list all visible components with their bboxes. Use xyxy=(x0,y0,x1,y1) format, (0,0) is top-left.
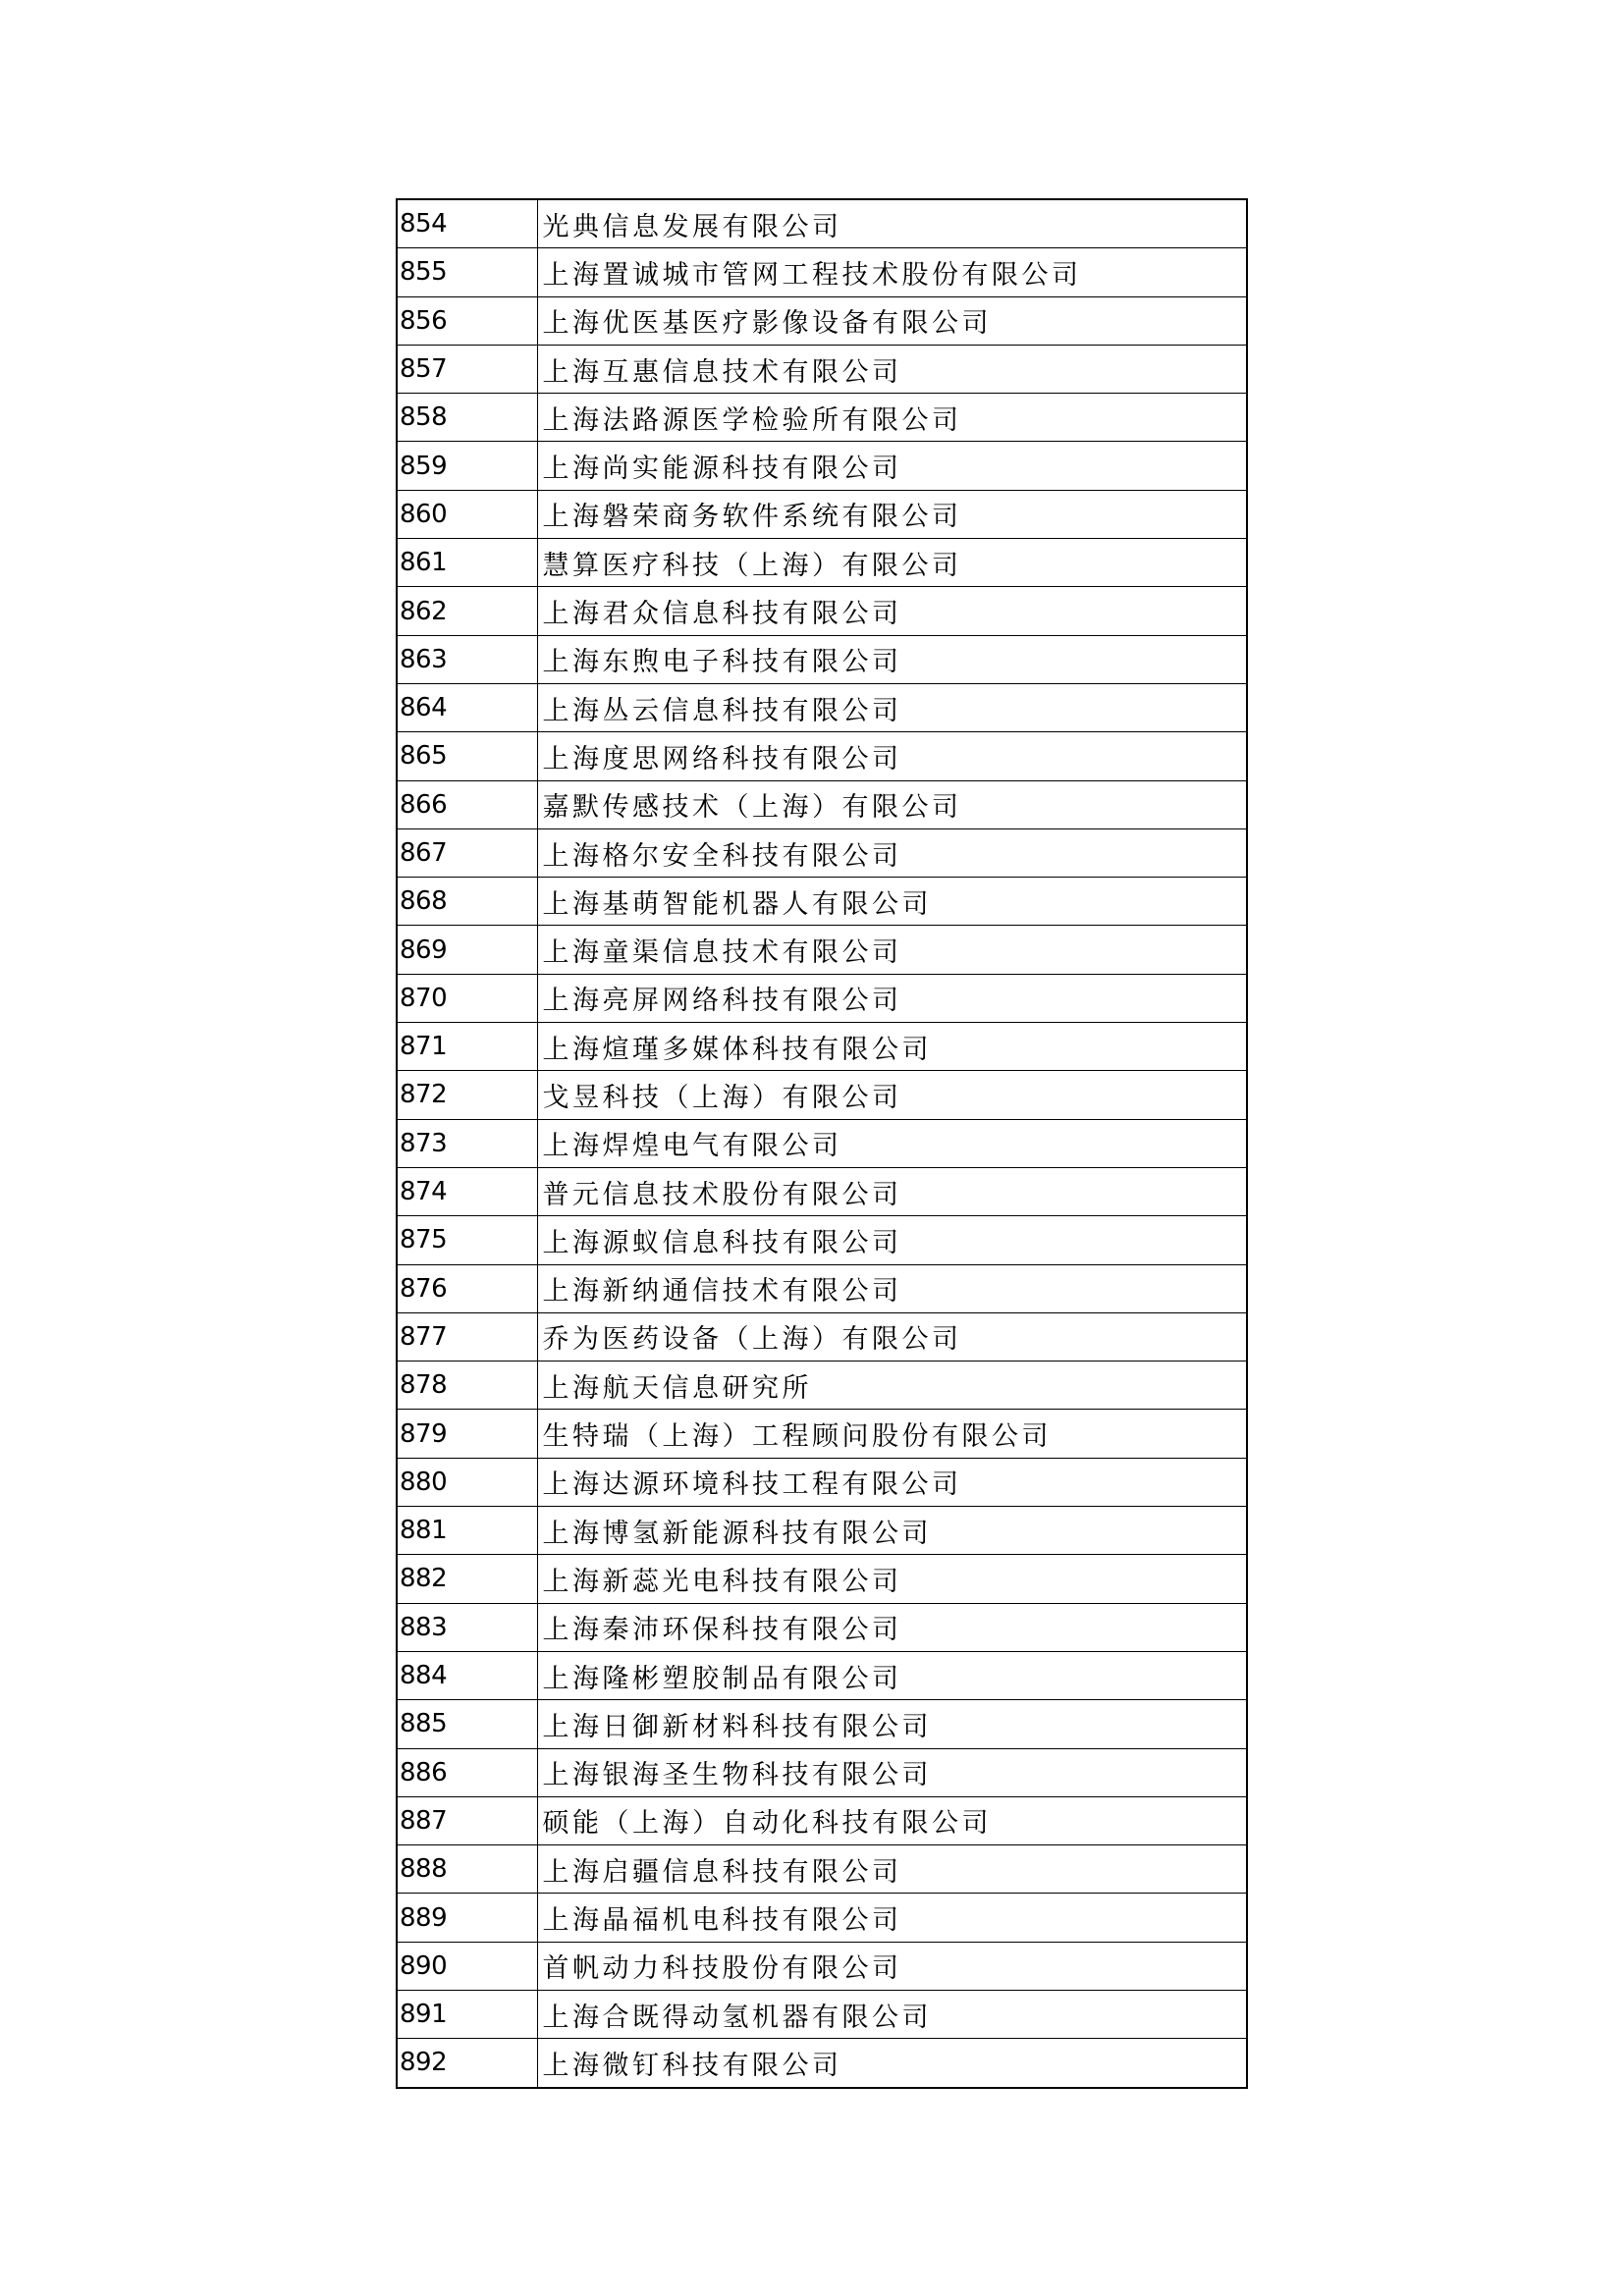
company-name-cell: 普元信息技术股份有限公司 xyxy=(537,1167,1247,1215)
table-row xyxy=(397,1264,1247,1312)
table-row xyxy=(397,1796,1247,1844)
row-number-cell: 888 xyxy=(397,1845,537,1894)
row-number-cell: 889 xyxy=(397,1894,537,1942)
table-row xyxy=(397,1748,1247,1796)
table-row xyxy=(397,296,1247,345)
row-number-cell: 881 xyxy=(397,1507,537,1555)
company-name-cell: 上海晶福机电科技有限公司 xyxy=(537,1894,1247,1942)
table-row xyxy=(397,1555,1247,1603)
company-list-table xyxy=(396,198,1248,2089)
table-row xyxy=(397,1216,1247,1264)
table-row xyxy=(397,780,1247,828)
row-number-cell: 878 xyxy=(397,1362,537,1410)
table-row xyxy=(397,1651,1247,1699)
row-number-cell: 861 xyxy=(397,539,537,587)
row-number-cell: 887 xyxy=(397,1796,537,1844)
row-number-cell: 873 xyxy=(397,1119,537,1167)
table-row xyxy=(397,1071,1247,1119)
company-name-cell: 上海法路源医学检验所有限公司 xyxy=(537,394,1247,442)
company-name-cell: 上海置诚城市管网工程技术股份有限公司 xyxy=(537,248,1247,296)
table-row xyxy=(397,1603,1247,1651)
company-name-cell: 上海博氢新能源科技有限公司 xyxy=(537,1507,1247,1555)
row-number-cell: 882 xyxy=(397,1555,537,1603)
table-body xyxy=(397,199,1247,2088)
row-number-cell: 883 xyxy=(397,1603,537,1651)
row-number-cell: 879 xyxy=(397,1410,537,1458)
table-row xyxy=(397,1458,1247,1506)
table-row xyxy=(397,490,1247,538)
table-row xyxy=(397,442,1247,490)
table-row xyxy=(397,1312,1247,1361)
row-number-cell: 863 xyxy=(397,635,537,683)
row-number-cell: 874 xyxy=(397,1167,537,1215)
company-name-cell: 嘉默传感技术（上海）有限公司 xyxy=(537,780,1247,828)
company-name-cell: 上海磐荣商务软件系统有限公司 xyxy=(537,490,1247,538)
row-number-cell: 862 xyxy=(397,587,537,635)
row-number-cell: 864 xyxy=(397,683,537,731)
row-number-cell: 872 xyxy=(397,1071,537,1119)
table-row xyxy=(397,683,1247,731)
table-row xyxy=(397,587,1247,635)
row-number-cell: 871 xyxy=(397,1023,537,1071)
table-row xyxy=(397,248,1247,296)
company-name-cell: 首帆动力科技股份有限公司 xyxy=(537,1942,1247,1990)
row-number-cell: 884 xyxy=(397,1651,537,1699)
row-number-cell: 868 xyxy=(397,878,537,926)
company-name-cell: 上海日御新材料科技有限公司 xyxy=(537,1700,1247,1748)
table-row xyxy=(397,1894,1247,1942)
table-row xyxy=(397,2039,1247,2088)
row-number-cell: 855 xyxy=(397,248,537,296)
company-name-cell: 上海达源环境科技工程有限公司 xyxy=(537,1458,1247,1506)
table-row xyxy=(397,926,1247,974)
row-number-cell: 875 xyxy=(397,1216,537,1264)
company-name-cell: 上海焊煌电气有限公司 xyxy=(537,1119,1247,1167)
row-number-cell: 867 xyxy=(397,828,537,877)
row-number-cell: 858 xyxy=(397,394,537,442)
company-name-cell: 上海互惠信息技术有限公司 xyxy=(537,345,1247,393)
table-row xyxy=(397,732,1247,780)
row-number-cell: 880 xyxy=(397,1458,537,1506)
table-row xyxy=(397,1700,1247,1748)
company-name-cell: 上海航天信息研究所 xyxy=(537,1362,1247,1410)
row-number-cell: 876 xyxy=(397,1264,537,1312)
company-name-cell: 上海合既得动氢机器有限公司 xyxy=(537,1990,1247,2038)
row-number-cell: 890 xyxy=(397,1942,537,1990)
row-number-cell: 869 xyxy=(397,926,537,974)
row-number-cell: 870 xyxy=(397,974,537,1022)
company-name-cell: 上海丛云信息科技有限公司 xyxy=(537,683,1247,731)
table-row xyxy=(397,878,1247,926)
row-number-cell: 859 xyxy=(397,442,537,490)
table-row xyxy=(397,1167,1247,1215)
company-name-cell: 上海启疆信息科技有限公司 xyxy=(537,1845,1247,1894)
row-number-cell: 892 xyxy=(397,2039,537,2088)
company-name-cell: 上海新纳通信技术有限公司 xyxy=(537,1264,1247,1312)
table-row xyxy=(397,974,1247,1022)
table-row xyxy=(397,1119,1247,1167)
row-number-cell: 856 xyxy=(397,296,537,345)
company-name-cell: 硕能（上海）自动化科技有限公司 xyxy=(537,1796,1247,1844)
company-name-cell: 上海度思网络科技有限公司 xyxy=(537,732,1247,780)
company-name-cell: 上海君众信息科技有限公司 xyxy=(537,587,1247,635)
row-number-cell: 886 xyxy=(397,1748,537,1796)
table-row xyxy=(397,635,1247,683)
table-row xyxy=(397,1023,1247,1071)
company-name-cell: 上海亮屏网络科技有限公司 xyxy=(537,974,1247,1022)
table-row xyxy=(397,1507,1247,1555)
company-name-cell: 上海银海圣生物科技有限公司 xyxy=(537,1748,1247,1796)
company-name-cell: 上海隆彬塑胶制品有限公司 xyxy=(537,1651,1247,1699)
company-name-cell: 乔为医药设备（上海）有限公司 xyxy=(537,1312,1247,1361)
row-number-cell: 877 xyxy=(397,1312,537,1361)
company-name-cell: 上海煊瑾多媒体科技有限公司 xyxy=(537,1023,1247,1071)
company-name-cell: 上海东煦电子科技有限公司 xyxy=(537,635,1247,683)
row-number-cell: 891 xyxy=(397,1990,537,2038)
table-row xyxy=(397,199,1247,248)
row-number-cell: 854 xyxy=(397,199,537,248)
company-name-cell: 上海童渠信息技术有限公司 xyxy=(537,926,1247,974)
company-name-cell: 戈昱科技（上海）有限公司 xyxy=(537,1071,1247,1119)
company-name-cell: 慧算医疗科技（上海）有限公司 xyxy=(537,539,1247,587)
company-name-cell: 上海源蚁信息科技有限公司 xyxy=(537,1216,1247,1264)
table-row xyxy=(397,1362,1247,1410)
row-number-cell: 857 xyxy=(397,345,537,393)
row-number-cell: 860 xyxy=(397,490,537,538)
table-row xyxy=(397,1990,1247,2038)
table-row xyxy=(397,1942,1247,1990)
table-row xyxy=(397,1845,1247,1894)
table-row xyxy=(397,345,1247,393)
table-row xyxy=(397,1410,1247,1458)
table-row xyxy=(397,539,1247,587)
company-name-cell: 生特瑞（上海）工程顾问股份有限公司 xyxy=(537,1410,1247,1458)
company-name-cell: 上海微钉科技有限公司 xyxy=(537,2039,1247,2088)
company-name-cell: 光典信息发展有限公司 xyxy=(537,199,1247,248)
table-row xyxy=(397,394,1247,442)
row-number-cell: 866 xyxy=(397,780,537,828)
table-row xyxy=(397,828,1247,877)
row-number-cell: 865 xyxy=(397,732,537,780)
company-name-cell: 上海新蕊光电科技有限公司 xyxy=(537,1555,1247,1603)
row-number-cell: 885 xyxy=(397,1700,537,1748)
company-name-cell: 上海尚实能源科技有限公司 xyxy=(537,442,1247,490)
company-name-cell: 上海格尔安全科技有限公司 xyxy=(537,828,1247,877)
company-name-cell: 上海基萌智能机器人有限公司 xyxy=(537,878,1247,926)
company-name-cell: 上海优医基医疗影像设备有限公司 xyxy=(537,296,1247,345)
company-name-cell: 上海秦沛环保科技有限公司 xyxy=(537,1603,1247,1651)
